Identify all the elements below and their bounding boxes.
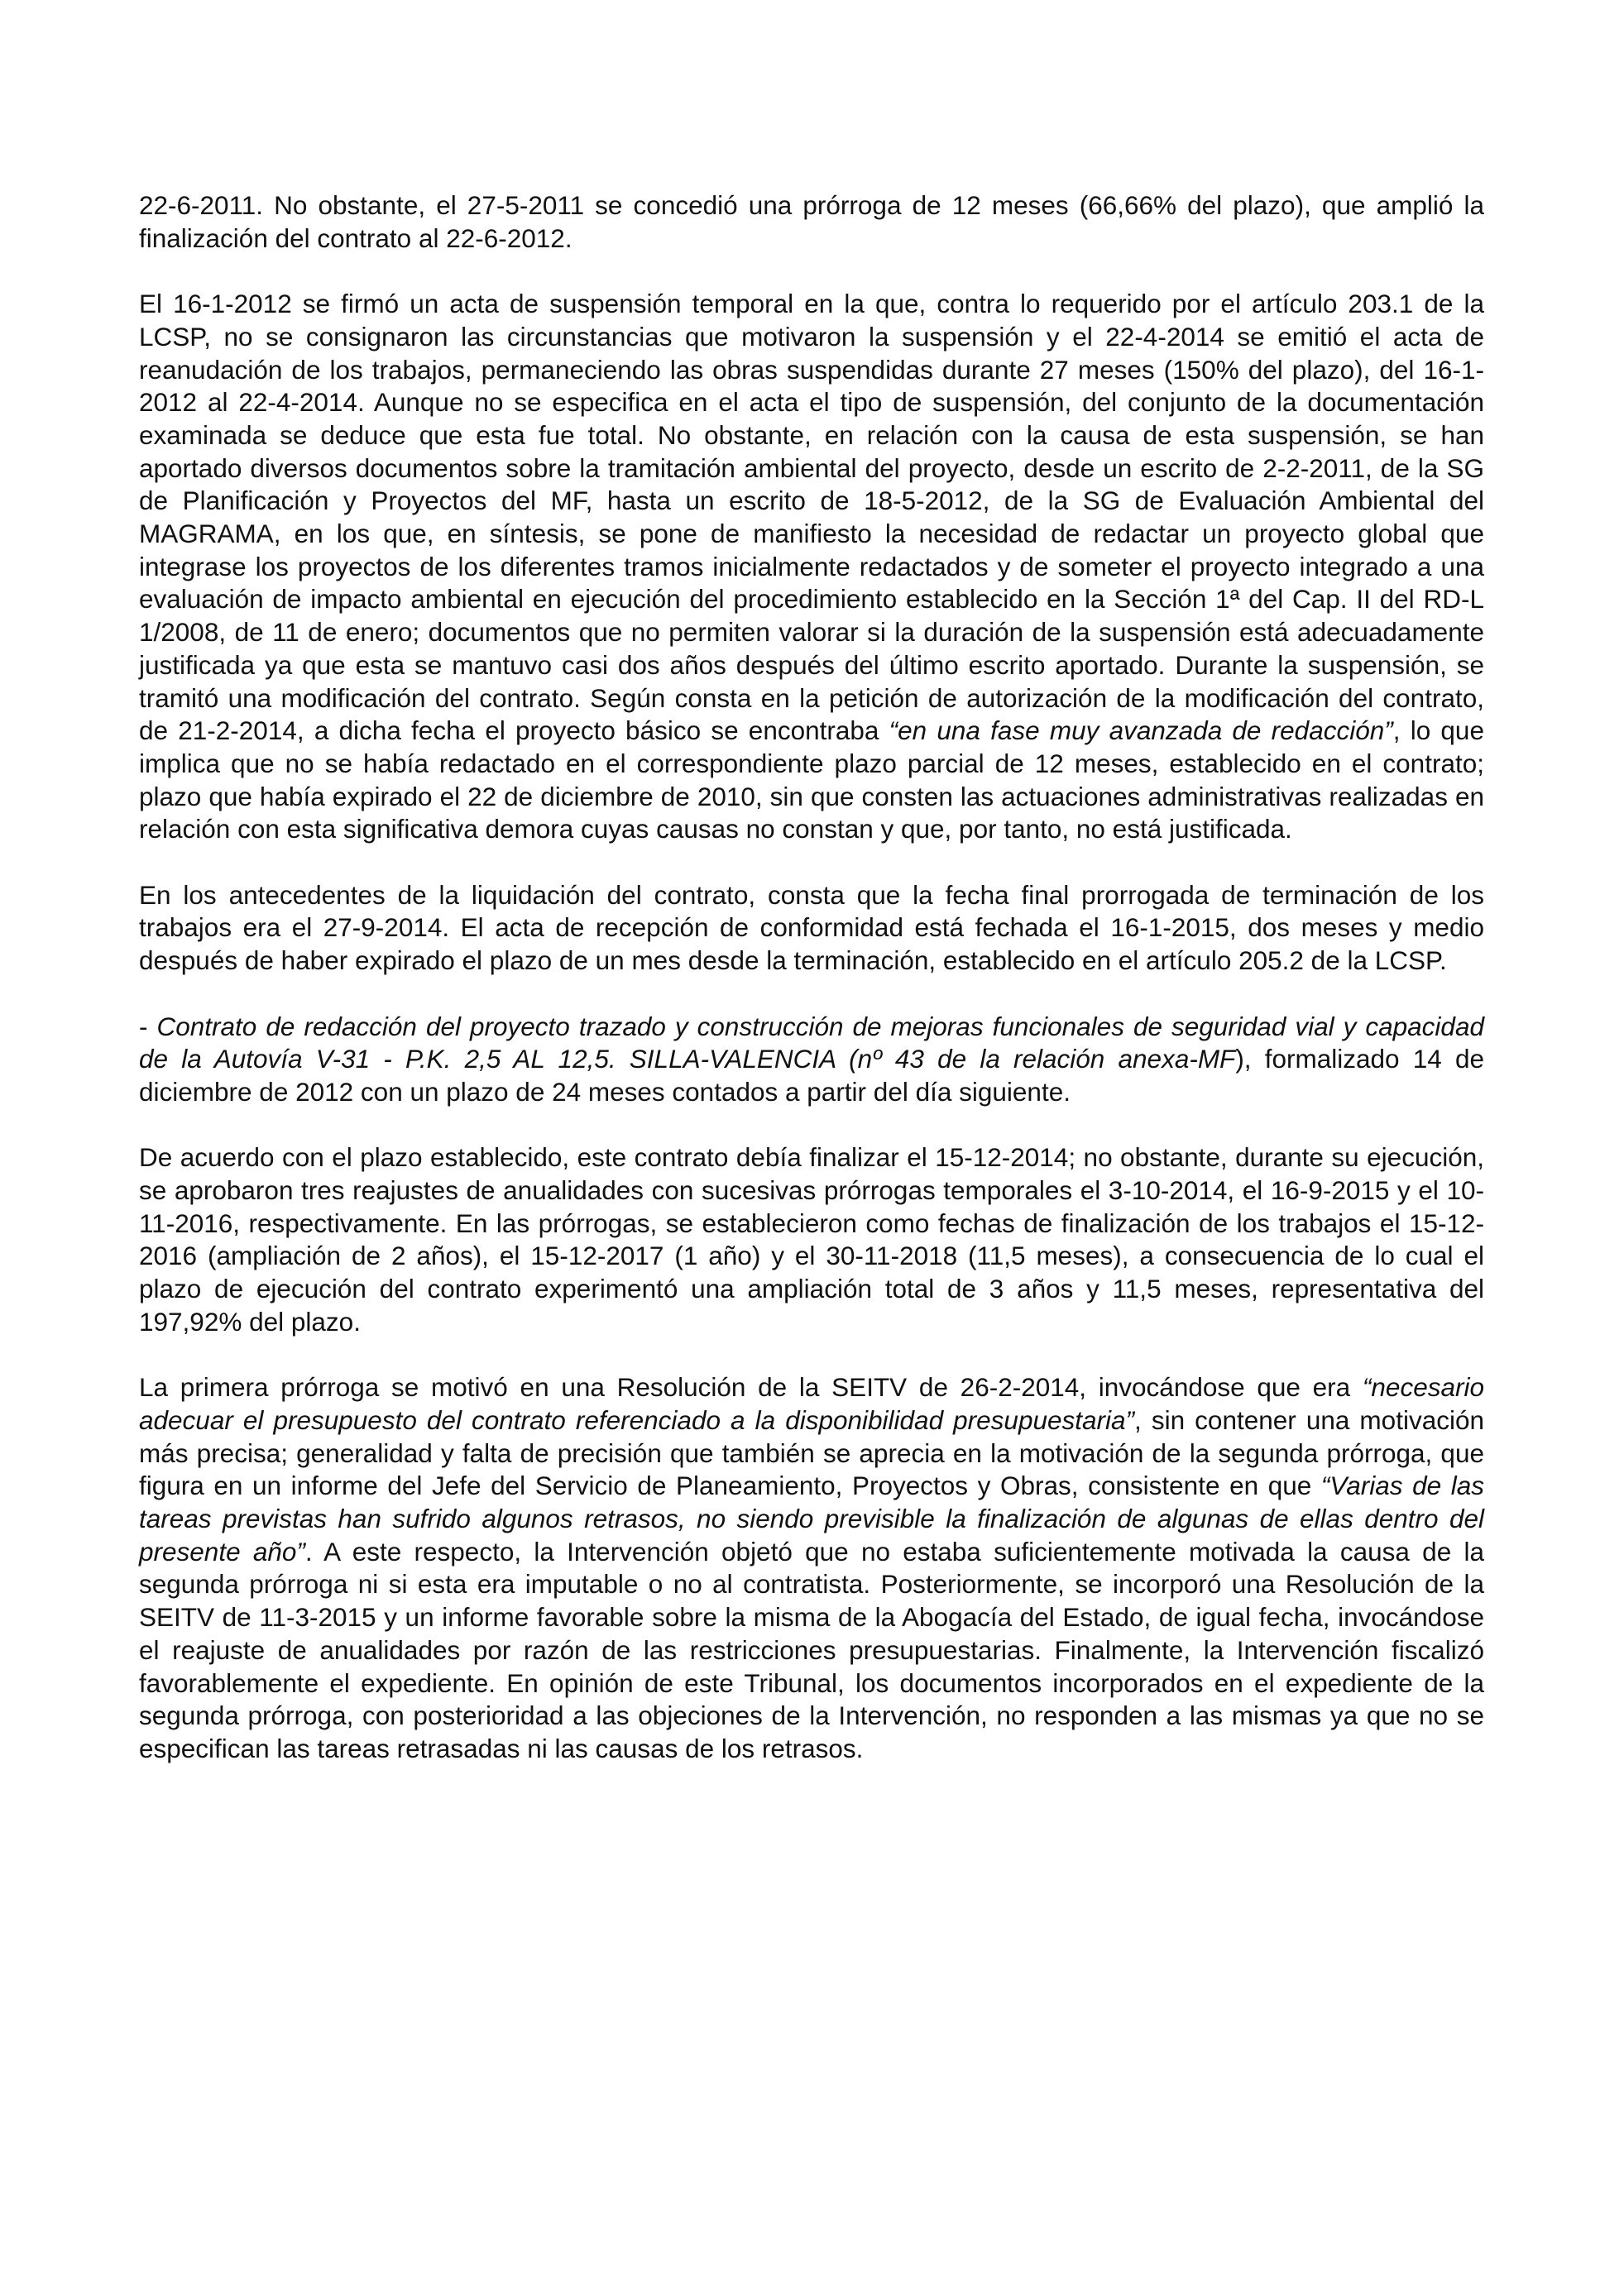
document-body [139, 189, 1484, 1766]
paragraph-liquidacion [139, 879, 1484, 978]
paragraph-plazo-establecido [139, 1141, 1484, 1338]
text-run: De acuerdo con el plazo establecido, este contrato debía finalizar el 15-12-2014; no obstante, durante su ejecución, se aprobaron tres reajustes de anualidades con sucesivas prórrogas temporales el 3-10-2014, el 16-9-2015 y el 10-11-2016, respectivamente. En las prórrogas, se establecieron como fechas de finalización de los trabajos el 15-12-2016 (ampliación de 2 años), el 15-12-2017 (1 año) y el 30-11-2018 (11,5 meses), a consecuencia de lo cual el plazo de ejecución del contrato experimentó una ampliación total de 3 años y 11,5 meses, representativa del 197,92% del plazo. [139, 1142, 1484, 1337]
quoted-text: “en una fase muy avanzada de redacción” [889, 715, 1393, 746]
text-run: En los antecedentes de la liquidación del contrato, consta que la fecha final prorrogada de terminación de los trabajos era el 27-9-2014. El acta de recepción de conformidad está fechada el 16-1-2015, dos meses y medio después de haber expirado el plazo de un mes desde la terminación, establecido en el artículo 205.2 de la LCSP. [139, 879, 1484, 976]
text-run: La primera prórroga se motivó en una Resolución de la SEITV de 26-2-2014, invocándose que era [139, 1372, 1363, 1403]
text-run: , sin contener una motivación más precisa; generalidad y falta de precisión que también se aprecia en la motivación de la segunda prórroga, que figura en un informe del Jefe del Servicio de Planeamiento, Proyectos y Obras, consistente en que [139, 1404, 1484, 1501]
contract-title: Contrato de redacción del proyecto trazado y construcción de mejoras funcionales de seguridad vial y capacidad de la Autovía V-31 - P.K. 2,5 AL 12,5. SILLA-VALENCIA (nº 43 de la relación anexa-MF [139, 1011, 1484, 1074]
text-run: 22-6-2011. No obstante, el 27-5-2011 se concedió una prórroga de 12 meses (66,66% del plazo), que amplió la finalización del contrato al 22-6-2012. [139, 190, 1484, 253]
text-run: . A este respecto, la Intervención objetó que no estaba suficientemente motivada la causa de la segunda prórroga ni si esta era imputable o no al contratista. Posteriormente, se incorporó una Resolución de la SEITV de 11-3-2015 y un informe favorable sobre la misma de la Abogacía del Estado, de igual fecha, invocándose el reajuste de anualidades por razón de las restricciones presupuestarias. Finalmente, la Intervención fiscalizó favorablemente el expediente. En opinión de este Tribunal, los documentos incorporados en el expediente de la segunda prórroga, con posterioridad a las objeciones de la Intervención, no responden a las mismas ya que no se especifican las tareas retrasadas ni las causas de los retrasos. [139, 1536, 1484, 1763]
paragraph-primera-prorroga [139, 1371, 1484, 1765]
quoted-text: “necesario adecuar el presupuesto del contrato referenciado a la disponibilidad presupuestaria” [139, 1372, 1484, 1435]
text-run: El 16-1-2012 se firmó un acta de suspensión temporal en la que, contra lo requerido por el artículo 203.1 de la LCSP, no se consignaron las circunstancias que motivaron la suspensión y el 22-4-2014 se emitió el acta de reanudación de los trabajos, permaneciendo las obras suspendidas durante 27 meses (150% del plazo), del 16-1-2012 al 22-4-2014. Aunque no se especifica en el acta el tipo de suspensión, del conjunto de la documentación examinada se deduce que esta fue total. No obstante, en relación con la causa de esta suspensión, se han aportado diversos documentos sobre la tramitación ambiental del proyecto, desde un escrito de 2-2-2011, de la SG de Planificación y Proyectos del MF, hasta un escrito de 18-5-2012, de la SG de Evaluación Ambiental del MAGRAMA, en los que, en síntesis, se pone de manifiesto la necesidad de redactar un proyecto global que integrase los proyectos de los diferentes tramos inicialmente redactados y de someter el proyecto integrado a una evaluación de impacto ambiental en ejecución del procedimiento establecido en la Sección 1ª del Cap. II del RD-L 1/2008, de 11 de enero; documentos que no permiten valorar si la duración de la suspensión está adecuadamente justificada ya que esta se mantuvo casi dos años después del último escrito aportado. Durante la suspensión, se tramitó una modificación del contrato. Según consta en la petición de autorización de la modificación del contrato, de 21-2-2014, a dicha fecha el proyecto básico se encontraba [139, 289, 1484, 746]
text-run: , lo que implica que no se había redactado en el correspondiente plazo parcial de 12 meses, establecido en el contrato; plazo que había expirado el 22 de diciembre de 2010, sin que consten las actuaciones administrativas realizadas en relación con esta significativa demora cuyas causas no constan y que, por tanto, no está justificada. [139, 715, 1484, 844]
text-run: - [139, 1011, 157, 1041]
paragraph-prorroga-inicial [139, 189, 1484, 255]
quoted-text: “Varias de las tareas previstas han sufrido algunos retrasos, no siendo previsible la finalización de algunas de ellas dentro del presente año” [139, 1471, 1484, 1567]
paragraph-suspension-temporal [139, 288, 1484, 846]
paragraph-contrato-v31 [139, 1011, 1484, 1109]
text-run: ), formalizado 14 de diciembre de 2012 con un plazo de 24 meses contados a partir del día siguiente. [139, 1044, 1484, 1107]
